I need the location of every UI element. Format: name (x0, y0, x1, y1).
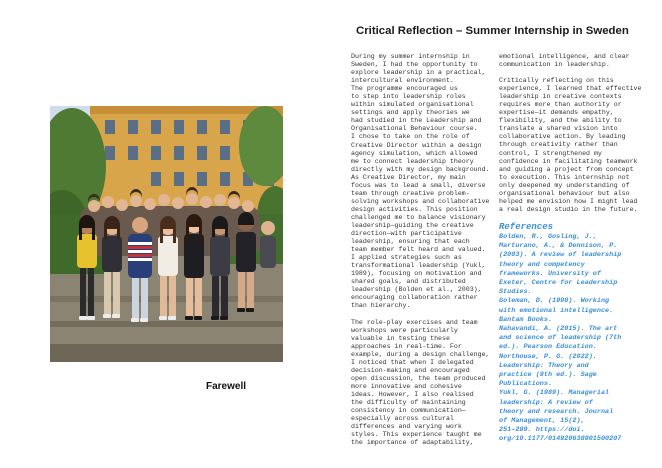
body-paragraph: The role-play exercises and team workshops were particularly valuable in testing these approaches in real-time. For example, during a design challenge, I noticed that when I delegated decision-making and encouraged open discussion, the team produced more innovative and cohesive ideas. However, I also realised the difficulty of maintaining consistency in communication— especially across cultural differences and varying work styles. This experience taught me the importance of adaptability, (351, 318, 490, 447)
body-paragraph: Critically reflecting on this experience, I learned that effective leadership in creative contexts requires more than authority or expertise—it demands empathy, flexibility, and the ability to translate a shared vision into collaborative action. By leading through creativity rather than control, I strengthened my confidence in facilitating teamwork and guiding a project from concept to execution. This internship not only deepened my understanding of organisational behaviour but also helped me envision how I might lead a real design studio in the future. (499, 77, 642, 213)
body-column-right (499, 53, 649, 214)
references-list: Bolden, R., Gosling, J., Marturano, A., & Dennison, P. (2003). A review of leadership theory and competency frameworks. University of Exeter, Centre for Leadership Studies. Goleman, D. (1998). Working with emotional intelligence. Bantam Books. Nahavandi, A. (2015). The art and science of leadership (7th ed.). Pearson Education. Northouse, P. G. (2022). Leadership: Theory and practice (9th ed.). Sage Publications. Yukl, G. (1989). Managerial leadership: A review of theory and research. Journal of Management, 15(2), 251–289. https://doi. org/10.1177/014920638901500207 (499, 233, 622, 444)
group-photo (50, 106, 283, 362)
photo-caption: Farewell (206, 381, 247, 392)
body-paragraph: emotional intelligence, and clear communication in leadership. (499, 53, 630, 69)
references-section (499, 222, 649, 445)
body-paragraph: During my summer internship in Sweden, I had the opportunity to explore leadership in a practical, intercultural environment. The programme encouraged us to step into leadership roles within simulated organisational settings and apply theories we had studied in the Leadership and Organisational Behaviour course. I chose to take on the role of Creative Director within a design agency simulation, which allowed me to connect leadership theory directly with my design background. As Creative Director, my main focus was to lead a small, diverse team through creative problem- solving workshops and collaborative design activities. This position challenged me to balance visionary leadership—guiding the creative direction—with participative leadership, ensuring that each team member felt heard and valued. I applied strategies such as transformational leadership (Yukl, 1989), focusing on motivation and shared goals, and distributed leadership (Bolden et al., 2003), encouraging collaboration rather than hierarchy. (351, 53, 490, 310)
references-heading: References (499, 222, 554, 232)
body-column-left (351, 53, 493, 447)
group-photo-illustration (50, 106, 283, 362)
page-title: Critical Reflection – Summer Internship in Sweden (356, 25, 629, 37)
